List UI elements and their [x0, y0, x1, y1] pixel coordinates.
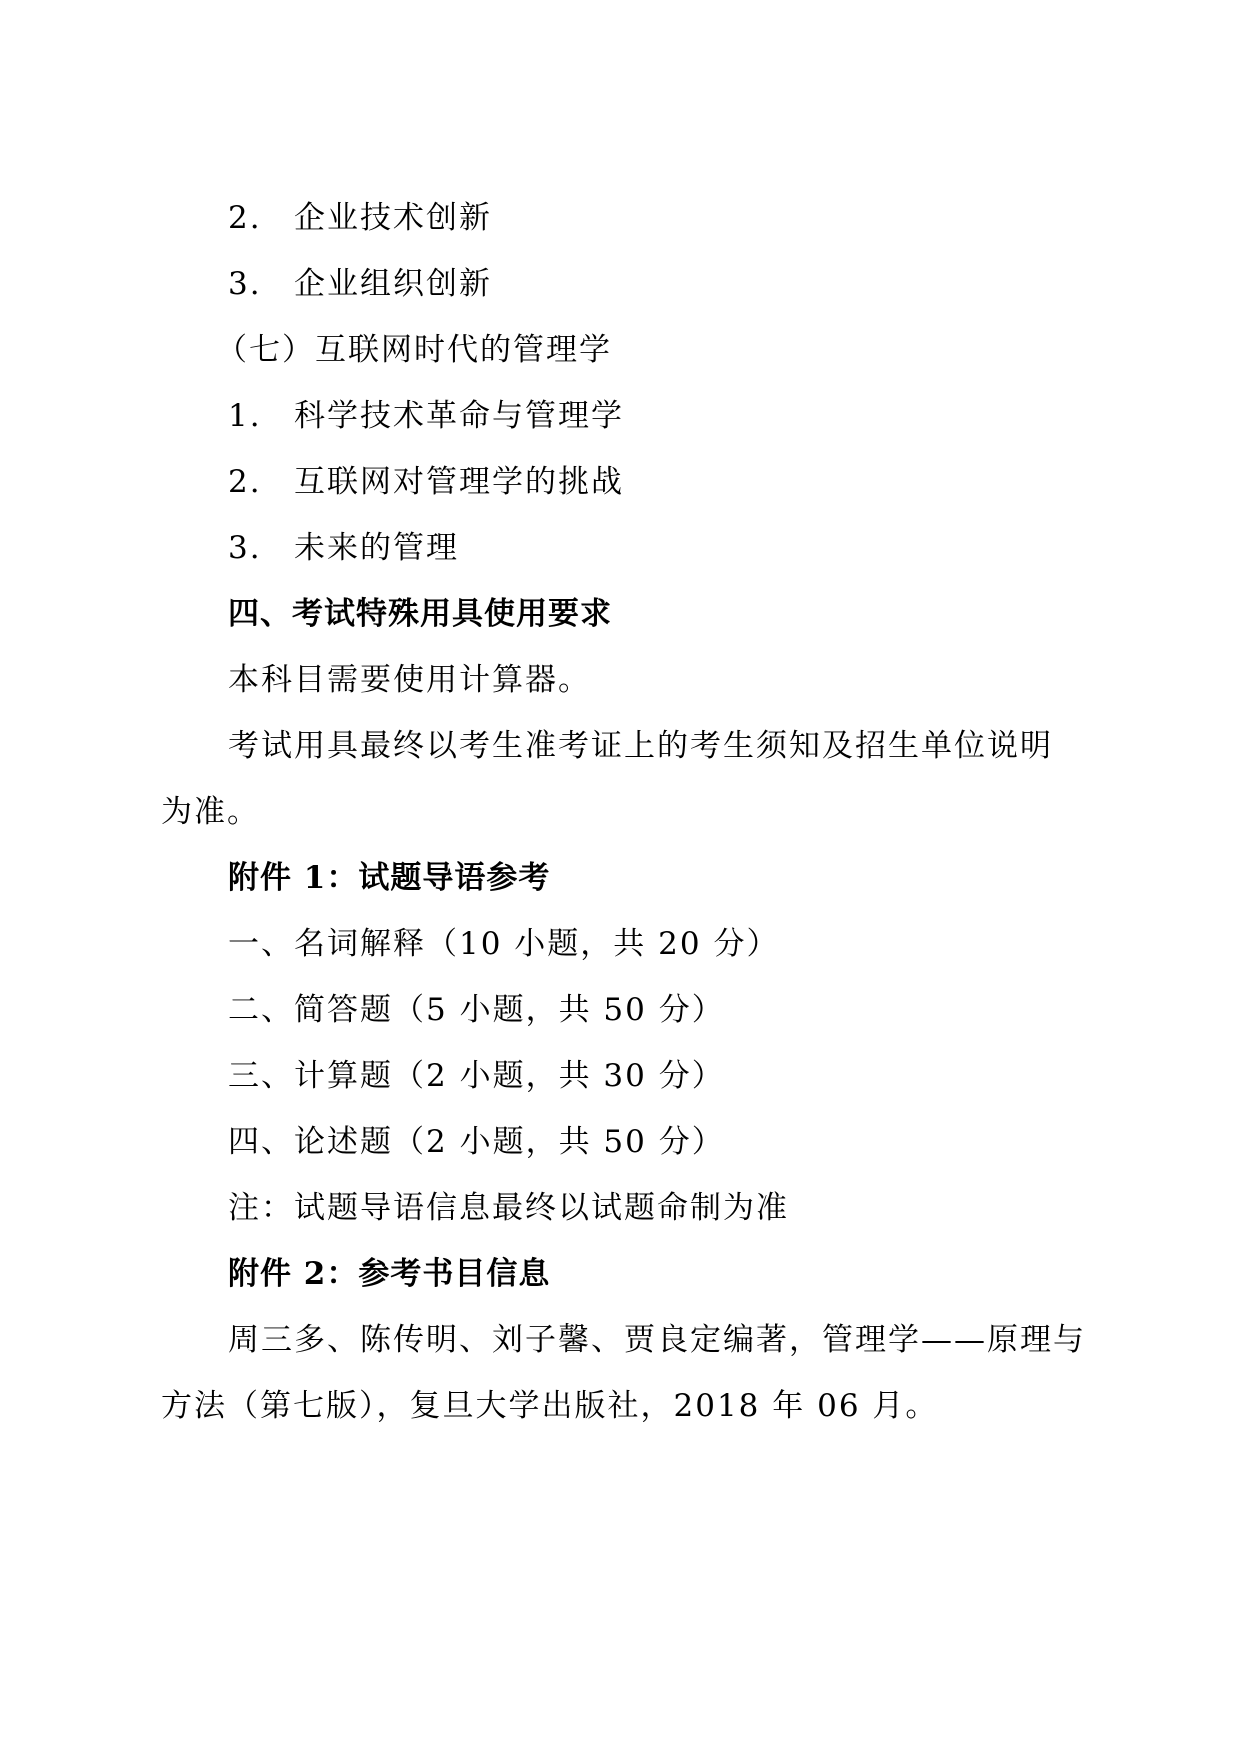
list-number: 2. [228, 200, 262, 236]
paragraph-line: 为准。 [161, 794, 260, 830]
note: 注：试题导语信息最终以试题命制为准 [228, 1190, 789, 1226]
list-item [228, 462, 624, 502]
list-number: 2. [228, 464, 262, 500]
list-item [228, 198, 492, 238]
list-text: 企业组织创新 [294, 266, 492, 302]
list-number: 3. [228, 530, 262, 566]
list-text: 科学技术革命与管理学 [294, 398, 624, 434]
list-item: 四、论述题（2 小题，共 50 分） [228, 1124, 725, 1160]
list-item [228, 396, 624, 436]
list-text: 企业技术创新 [294, 200, 492, 236]
paragraph-line: 周三多、陈传明、刘子馨、贾良定编著，管理学——原理与 [228, 1322, 1086, 1358]
list-item: 三、计算题（2 小题，共 30 分） [228, 1058, 725, 1094]
list-item [228, 528, 459, 568]
list-item: 一、名词解释（10 小题，共 20 分） [228, 926, 780, 962]
paragraph-line: 考试用具最终以考生准考证上的考生须知及招生单位说明 [228, 728, 1053, 764]
paragraph-line: 方法（第七版），复旦大学出版社，2018 年 06 月。 [161, 1388, 939, 1424]
section-heading: （七）互联网时代的管理学 [216, 332, 612, 368]
attachment-title: 附件 1：试题导语参考 [228, 860, 551, 896]
list-number: 3. [228, 266, 262, 302]
list-item: 二、简答题（5 小题，共 50 分） [228, 992, 725, 1028]
list-item [228, 264, 492, 304]
paragraph: 本科目需要使用计算器。 [228, 662, 591, 698]
section-heading: 四、考试特殊用具使用要求 [228, 596, 612, 632]
attachment-title: 附件 2：参考书目信息 [228, 1256, 551, 1292]
list-number: 1. [228, 398, 262, 434]
list-text: 互联网对管理学的挑战 [294, 464, 624, 500]
list-text: 未来的管理 [294, 530, 459, 566]
